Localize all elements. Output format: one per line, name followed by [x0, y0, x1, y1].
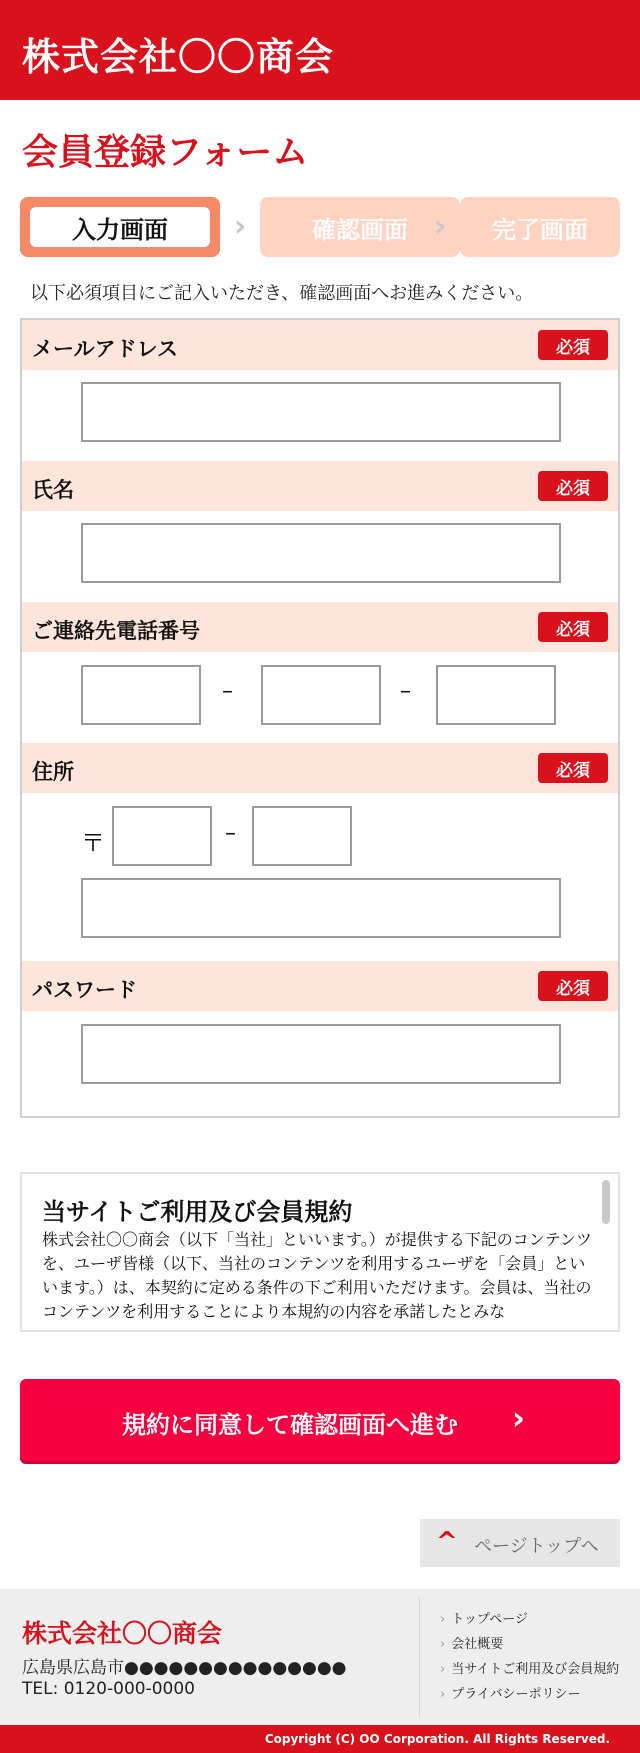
- name-label: 氏名: [32, 478, 74, 502]
- chevron-right-icon: ›: [440, 1612, 446, 1627]
- password-input[interactable]: [81, 1024, 561, 1084]
- phone-separator: –: [400, 679, 411, 704]
- footer-link-label: プライバシーポリシー: [451, 1687, 581, 1702]
- site-footer: [0, 1589, 640, 1725]
- address-input[interactable]: [81, 878, 561, 938]
- footer-link-label: トップページ: [451, 1612, 529, 1627]
- step-arrow-icon: ›: [433, 209, 447, 244]
- phone-label: ご連絡先電話番号: [32, 619, 200, 643]
- chevron-right-icon: ›: [440, 1687, 446, 1702]
- zip-part2-input[interactable]: [252, 806, 352, 866]
- phone-part3-input[interactable]: [436, 665, 556, 725]
- chevron-right-icon: ›: [511, 1399, 525, 1437]
- email-field-header: [22, 320, 618, 370]
- footer-logo[interactable]: 株式会社〇〇商会: [22, 1619, 223, 1648]
- address-field-header: [22, 743, 618, 793]
- site-header: [0, 0, 640, 100]
- email-label: メールアドレス: [32, 337, 178, 361]
- registration-form: [20, 318, 620, 1118]
- email-input[interactable]: [81, 382, 561, 442]
- required-badge: 必須: [538, 753, 608, 783]
- footer-link-terms[interactable]: [440, 1657, 619, 1682]
- postal-mark: 〒: [81, 829, 105, 857]
- zip-separator: –: [225, 821, 236, 846]
- footer-link-privacy[interactable]: [440, 1682, 619, 1707]
- site-logo[interactable]: 株式会社〇〇商会: [22, 35, 335, 79]
- step-arrow-icon: ›: [233, 209, 247, 244]
- required-badge: 必須: [538, 330, 608, 360]
- page-title: 会員登録フォーム: [22, 132, 309, 173]
- password-label: パスワード: [32, 978, 137, 1002]
- footer-address: 広島県広島市●●●●●●●●●●●●●●●: [22, 1658, 347, 1678]
- footer-divider: [419, 1597, 420, 1717]
- footer-link-top[interactable]: [440, 1607, 619, 1632]
- required-badge: 必須: [538, 971, 608, 1001]
- terms-scrollbar[interactable]: [602, 1180, 610, 1224]
- step-input: [20, 197, 220, 257]
- step-confirm-label: 確認画面: [312, 215, 408, 244]
- terms-title: 当サイトご利用及び会員規約: [42, 1198, 353, 1226]
- step-complete: [460, 197, 620, 257]
- terms-body: 株式会社〇〇商会（以下「当社」といいます。）が提供する下記のコンテンツを、ユーザ皆様（以下、当社のコンテンツを利用するユーザを「会員」といいます。）は、本契約に定める条件の下ご利用いただけます。会員は、当社のコンテンツを利用することにより本規約の内容を承諾したとみな: [42, 1230, 592, 1321]
- phone-separator: –: [222, 679, 233, 704]
- progress-steps: [20, 197, 620, 257]
- phone-field-header: [22, 602, 618, 652]
- form-intro-text: 以下必須項目にご記入いただき、確認画面へお進みください。: [30, 283, 534, 304]
- step-input-label: 入力画面: [30, 207, 210, 247]
- chevron-up-icon: ^: [436, 1527, 458, 1557]
- page-top-label: ページトップへ: [474, 1536, 599, 1557]
- phone-part1-input[interactable]: [81, 665, 201, 725]
- footer-link-label: 当サイトご利用及び会員規約: [451, 1662, 620, 1677]
- chevron-right-icon: ›: [440, 1637, 446, 1652]
- chevron-right-icon: ›: [440, 1662, 446, 1677]
- phone-part2-input[interactable]: [261, 665, 381, 725]
- agree-and-confirm-button[interactable]: [20, 1379, 620, 1461]
- password-field-header: [22, 961, 618, 1011]
- name-input[interactable]: [81, 523, 561, 583]
- page-top-button[interactable]: [420, 1519, 620, 1567]
- footer-tel: TEL: 0120-000-0000: [22, 1679, 195, 1699]
- copyright-text: Copyright (C) OO Corporation. All Rights Reserved.: [264, 1732, 610, 1746]
- zip-part1-input[interactable]: [112, 806, 212, 866]
- footer-link-label: 会社概要: [451, 1637, 504, 1652]
- footer-link-company[interactable]: [440, 1632, 619, 1657]
- step-complete-label: 完了画面: [492, 215, 588, 244]
- copyright-bar: [0, 1725, 640, 1753]
- agree-button-label: 規約に同意して確認画面へ進む: [122, 1411, 458, 1439]
- name-field-header: [22, 461, 618, 511]
- footer-links: [440, 1607, 619, 1707]
- required-badge: 必須: [538, 612, 608, 642]
- address-label: 住所: [32, 760, 74, 784]
- required-badge: 必須: [538, 471, 608, 501]
- terms-scroll-box[interactable]: [20, 1172, 620, 1332]
